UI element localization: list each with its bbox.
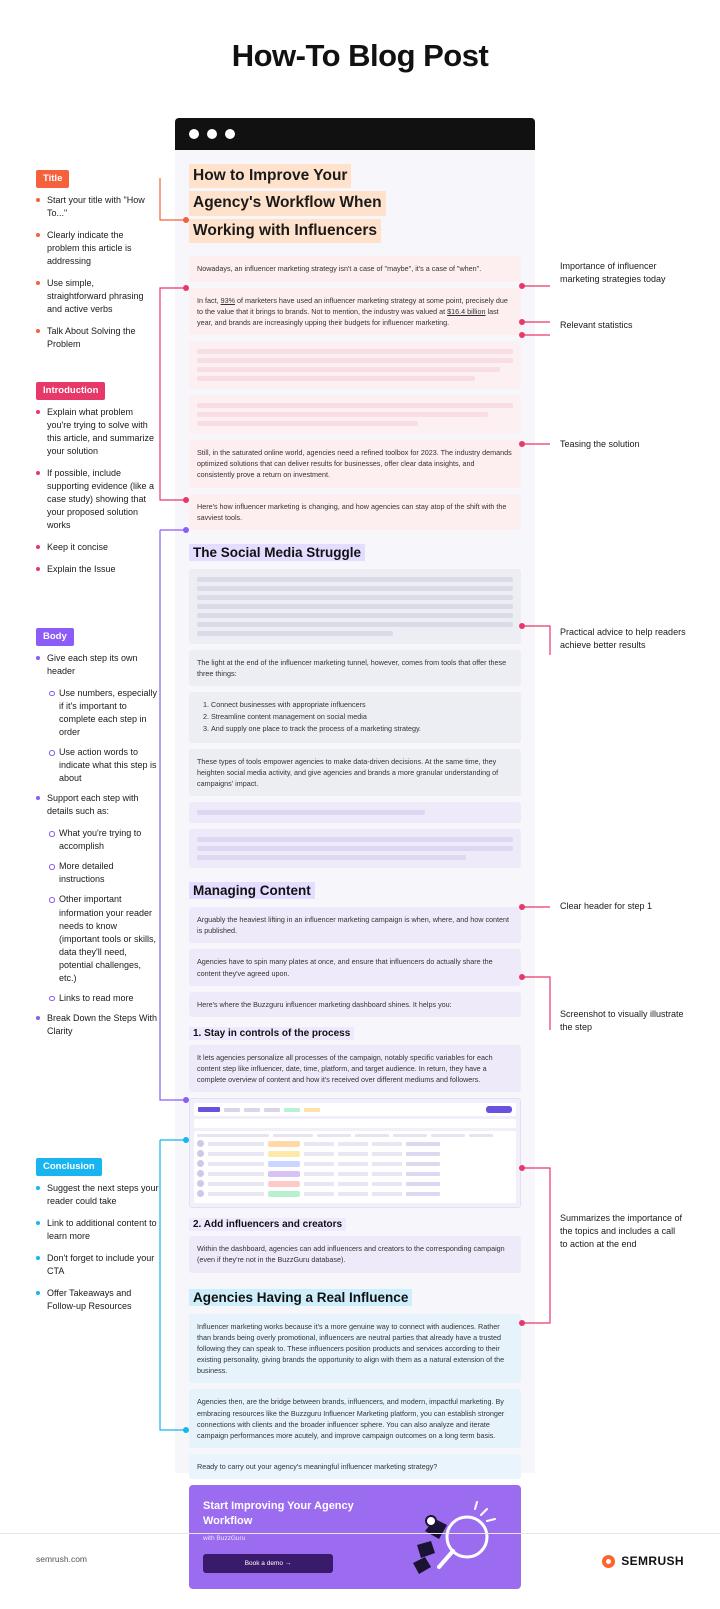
stat-link-value[interactable]: $16.4 billion bbox=[447, 306, 486, 316]
annotation-item: Don't forget to include your CTA bbox=[36, 1252, 160, 1278]
list-item: 1. Connect businesses with appropriate influencers bbox=[211, 699, 513, 710]
heading-social-media-struggle: The Social Media Struggle bbox=[189, 544, 521, 561]
annotation-subitem: Links to read more bbox=[48, 992, 160, 1005]
intro-paragraph-4: Here's how influencer marketing is changing, and how agencies can stay atop of the shift with the savviest tools. bbox=[189, 494, 521, 530]
annotation-item: Keep it concise bbox=[36, 541, 158, 554]
annotation-practical-advice: Practical advice to help readers achieve better results bbox=[560, 627, 686, 651]
annotation-body bbox=[36, 628, 160, 1047]
annotation-item: Suggest the next steps your reader could take bbox=[36, 1182, 160, 1208]
page-title: How-To Blog Post bbox=[231, 38, 489, 73]
intro-paragraph-1: Nowadays, an influencer marketing strategy isn't a case of "maybe", it's a case of "when". bbox=[189, 256, 521, 281]
stat-link-93[interactable]: 93% bbox=[220, 295, 235, 305]
list-item: 2. Streamline content management on social media bbox=[211, 711, 513, 722]
intro2-text-c: last year, and brands are increasingly upping their budgets for influencer marketing. bbox=[197, 306, 499, 327]
annotation-item: If possible, include supporting evidence (like a case study) showing that your proposed solution works bbox=[36, 467, 158, 532]
content-paragraph-2: Agencies have to spin many plates at once, and ensure that influencers do actually share the content they've agreed upon. bbox=[189, 949, 521, 985]
annotation-conclusion bbox=[36, 1158, 160, 1322]
annotation-subitem: Other important information your reader needs to know (important tools or skills, data they'll need, potential challenges, etc.) bbox=[48, 893, 160, 984]
annotation-title bbox=[36, 170, 154, 360]
annotation-introduction bbox=[36, 382, 158, 585]
social-paragraph-2: These types of tools empower agencies to make data-driven decisions. At the same time, they heighten social media activity, and give agencies and brands a more granular understanding of campaigns' impact. bbox=[189, 749, 521, 796]
heading-step-2: 2. Add influencers and creators bbox=[189, 1218, 521, 1231]
footer-site: semrush.com bbox=[36, 1554, 88, 1564]
heading-step-1: 1. Stay in controls of the process bbox=[189, 1027, 521, 1040]
annotation-subitem: More detailed instructions bbox=[48, 860, 160, 886]
footer-brand-label: SEMRUSH bbox=[621, 1554, 684, 1568]
annotation-item: Explain the Issue bbox=[36, 563, 158, 576]
article-title-line: Working with Influencers bbox=[189, 219, 381, 243]
cta-banner bbox=[189, 1485, 521, 1589]
annotation-importance: Importance of influencer marketing strategies today bbox=[560, 261, 666, 285]
conclusion-paragraph-3: Ready to carry out your agency's meaningful influencer marketing strategy? bbox=[189, 1454, 521, 1479]
annotation-item: Offer Takeaways and Follow-up Resources bbox=[36, 1287, 160, 1313]
conclusion-paragraph-1: Influencer marketing works because it's a more genuine way to connect with audiences. Rather than brands being overly promotional, influencers are neutral parties that already have a trusted following they can speak to. These influencers position products and services according to their existing personality, giving brands the opportunity to align with them as a natural extension of the business. bbox=[189, 1314, 521, 1384]
cta-heading: Start Improving Your Agency Workflow bbox=[203, 1500, 354, 1528]
intro-paragraph-3: Still, in the saturated online world, agencies need a refined toolbox for 2023. The industry demands optimized solutions that can deliver results for businesses, offer clear data insights, and consistently prove a return on investment. bbox=[189, 440, 521, 487]
annotation-item: Explain what problem you're trying to solve with this article, and summarize your solution bbox=[36, 406, 158, 458]
book-demo-button[interactable]: Book a demo → bbox=[203, 1554, 333, 1573]
conclusion-paragraph-2: Agencies then, are the bridge between brands, influencers, and modern, impactful marketing. By embracing resources like the Buzzguru Influencer Marketing platform, you can establish stronger connections with clients and the broader influencer sphere. You can also analyze and iterate campaign performances more acutely, and improve campaign outcomes on a long term basis. bbox=[189, 1389, 521, 1448]
semrush-logo-icon bbox=[602, 1555, 615, 1568]
badge-conclusion: Conclusion bbox=[36, 1158, 102, 1176]
content-paragraph-3: Here's where the Buzzguru influencer marketing dashboard shines. It helps you: bbox=[189, 992, 521, 1017]
intro2-text-a: In fact, bbox=[197, 295, 221, 305]
footer-brand bbox=[602, 1554, 684, 1568]
intro2-text-b: of marketers have used an influencer marketing strategy at some point, precisely due to the value that it brings to brands. Not to mention, the industry was valued at bbox=[197, 295, 508, 316]
annotation-item: Start your title with "How To..." bbox=[36, 194, 154, 220]
footer-divider bbox=[0, 1533, 720, 1534]
badge-body: Body bbox=[36, 628, 74, 646]
annotation-item: Support each step with details such as: bbox=[36, 792, 160, 818]
step-2-paragraph: Within the dashboard, agencies can add influencers and creators to the corresponding campaign (even if they're not in the BuzzGuru database). bbox=[189, 1236, 521, 1272]
annotation-subitem: Use action words to indicate what this step is about bbox=[48, 746, 160, 785]
annotation-item: Break Down the Steps With Clarity bbox=[36, 1012, 160, 1038]
badge-introduction: Introduction bbox=[36, 382, 105, 400]
cta-subtext: with BuzzGuru bbox=[203, 1534, 246, 1542]
annotation-item: Give each step its own header bbox=[36, 652, 160, 678]
article-title-line: Agency's Workflow When bbox=[189, 191, 386, 215]
annotation-teasing-solution: Teasing the solution bbox=[560, 439, 640, 449]
heading-conclusion: Agencies Having a Real Influence bbox=[189, 1289, 521, 1306]
annotation-subitem: Use numbers, especially if it's important to complete each step in order bbox=[48, 687, 160, 739]
annotation-screenshot: Screenshot to visually illustrate the step bbox=[560, 1009, 684, 1033]
annotation-item: Clearly indicate the problem this article is addressing bbox=[36, 229, 154, 268]
annotation-summary: Summarizes the importance of the topics and includes a call to action at the end bbox=[560, 1213, 683, 1250]
annotation-clear-header: Clear header for step 1 bbox=[560, 901, 653, 911]
article-title-line: How to Improve Your bbox=[189, 164, 351, 188]
annotation-statistics: Relevant statistics bbox=[560, 320, 633, 330]
cta-illustration-icon bbox=[395, 1501, 505, 1587]
content-paragraph-1: Arguably the heaviest lifting in an influencer marketing campaign is when, where, and how content is published. bbox=[189, 907, 521, 943]
heading-managing-content: Managing Content bbox=[189, 882, 521, 899]
list-item: 3. And supply one place to track the process of a marketing strategy. bbox=[211, 723, 513, 734]
step-1-paragraph: It lets agencies personalize all processes of the campaign, notably specific variables for each content step like influencer, date, time, platform, and target audience. In return, they have a complete overview of content and how it's received over different mediums and followers. bbox=[189, 1045, 521, 1092]
annotation-item: Talk About Solving the Problem bbox=[36, 325, 154, 351]
annotation-subitem: What you're trying to accomplish bbox=[48, 827, 160, 853]
annotation-item: Link to additional content to learn more bbox=[36, 1217, 160, 1243]
social-paragraph-1: The light at the end of the influencer marketing tunnel, however, comes from tools that offer these three things: bbox=[189, 650, 521, 686]
badge-title: Title bbox=[36, 170, 69, 188]
annotation-item: Use simple, straightforward phrasing and active verbs bbox=[36, 277, 154, 316]
